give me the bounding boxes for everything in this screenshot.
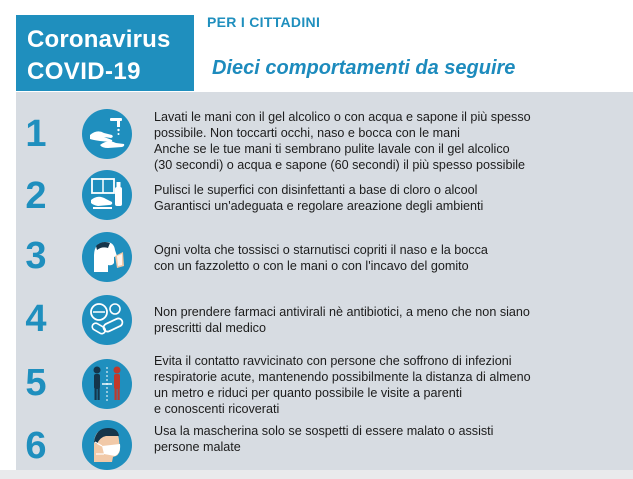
bottom-strip	[0, 470, 633, 479]
disinfect-surface-icon	[82, 170, 132, 220]
rules-panel	[16, 92, 633, 470]
rule-text: Ogni volta che tossisci o starnutisci copriti il naso e la bocca con un fazzoletto o con le mani o con l'incavo del gomito	[154, 243, 488, 273]
hand-washing-icon	[82, 109, 132, 159]
brand-subtitle: COVID-19	[27, 58, 141, 85]
rule-number: 6	[25, 425, 47, 467]
brand-block	[16, 15, 194, 91]
social-distance-icon	[82, 359, 132, 409]
rule-text: Pulisci le superfici con disinfettanti a base di cloro o alcool Garantisci un'adeguata e regolare areazione degli ambienti	[154, 183, 484, 213]
rule-text: Usa la mascherina solo se sospetti di essere malato o assisti persone malate	[154, 424, 494, 454]
page-title: Dieci comportamenti da seguire	[212, 57, 516, 79]
rule-number: 3	[25, 235, 47, 277]
rule-text: Evita il contatto ravvicinato con persone che soffrono di infezioni respiratorie acute, mantenendo possibilmente la distanza di almeno un metro e riduci per quanto possibile le visite a parenti e conoscenti ricoverati	[154, 354, 531, 416]
audience-label: PER I CITTADINI	[207, 14, 321, 30]
rule-number: 2	[25, 175, 47, 217]
rule-number: 5	[25, 362, 47, 404]
pills-icon	[82, 295, 132, 345]
brand-title: Coronavirus	[27, 26, 171, 53]
rule-text: Lavati le mani con il gel alcolico o con acqua e sapone il più spesso possibile. Non toccarti occhi, naso e bocca con le mani Anche se le tue mani ti sembrano pulite lavale con il gel alcolico (30 secondi) o acqua e sapone (60 secondi) il più spesso possibile	[154, 110, 531, 172]
face-mask-icon	[82, 420, 132, 470]
rule-number: 1	[25, 113, 47, 155]
rule-text: Non prendere farmaci antivirali nè antibiotici, a meno che non siano prescritti dal medico	[154, 305, 530, 335]
rule-number: 4	[25, 298, 47, 340]
subtitle-band	[194, 43, 633, 88]
sneeze-tissue-icon	[82, 232, 132, 282]
